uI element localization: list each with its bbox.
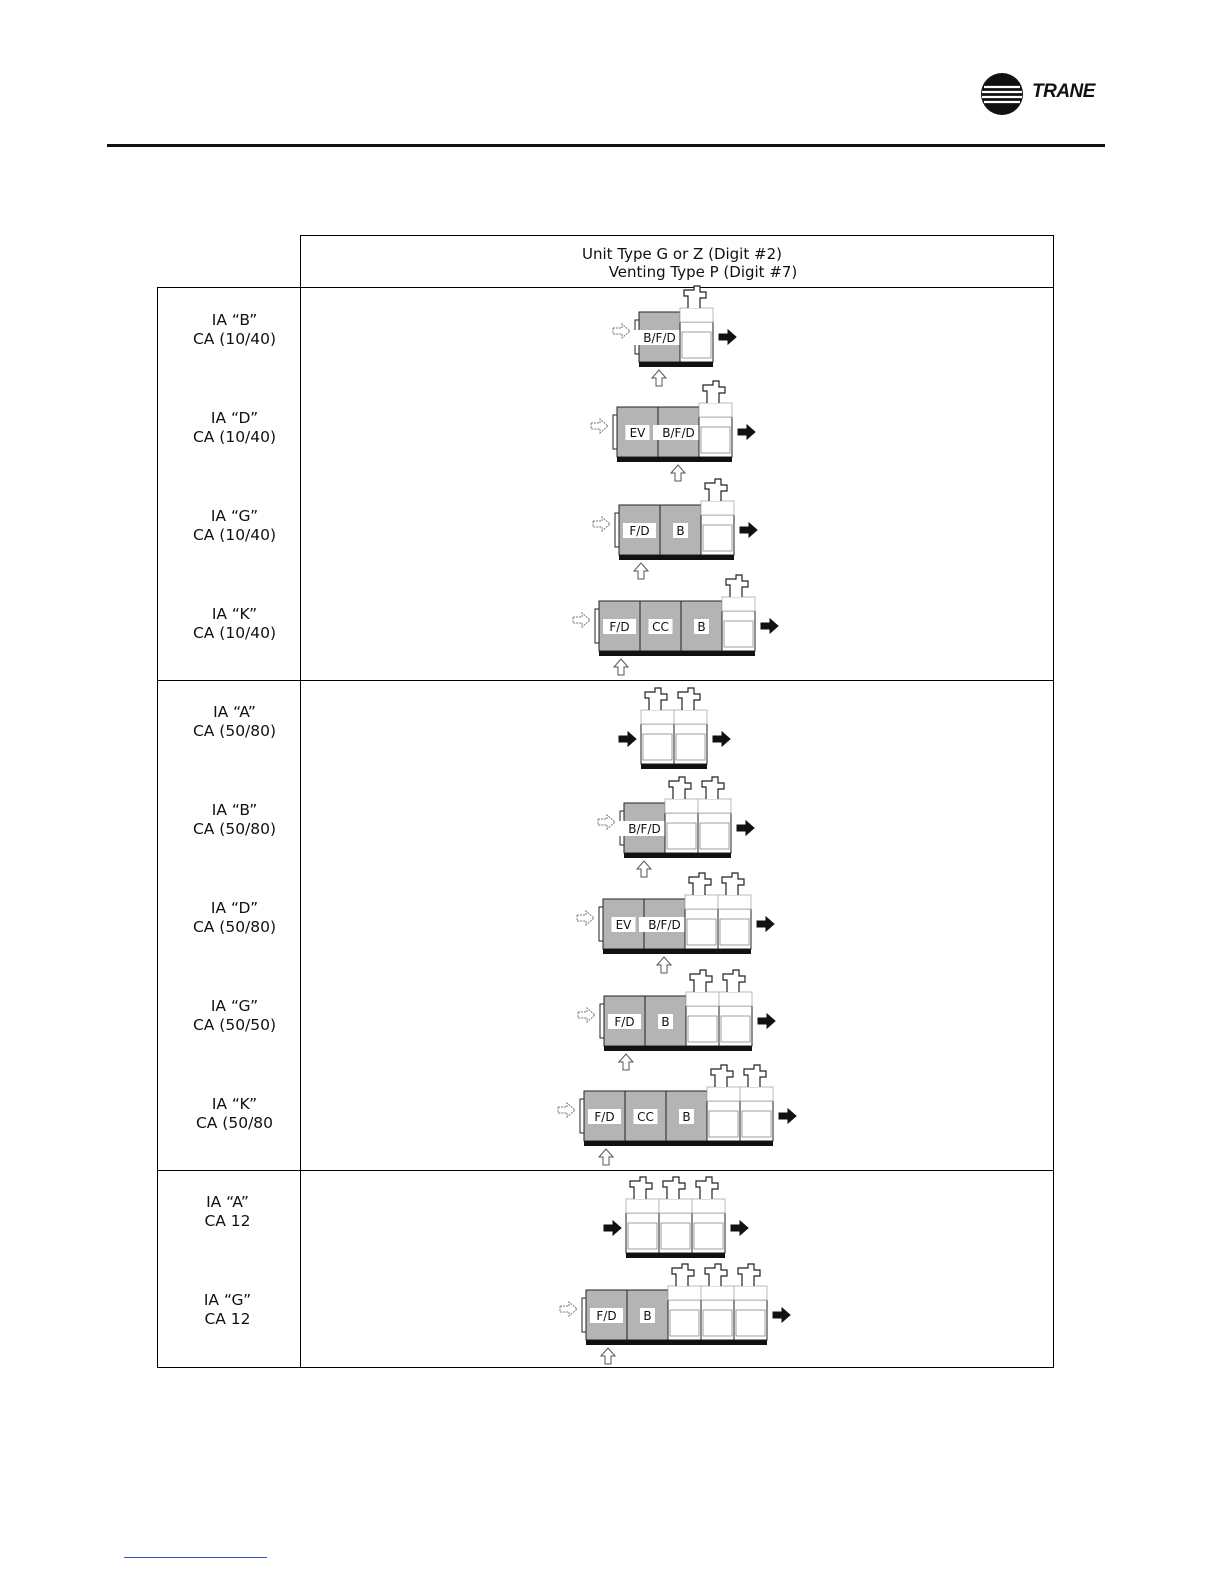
airflow-out-arrow-icon xyxy=(757,917,774,931)
burner-fitting-icon xyxy=(696,1177,718,1199)
heater-inner xyxy=(688,1016,717,1042)
burner-fitting-icon xyxy=(689,873,711,895)
module-label: B xyxy=(643,1309,652,1323)
module-label: F/D xyxy=(629,524,650,538)
base-rail xyxy=(624,853,731,858)
base-rail xyxy=(617,457,732,462)
burner-fitting-icon xyxy=(711,1065,733,1087)
airflow-out-arrow-icon xyxy=(740,523,757,537)
heater-inner xyxy=(721,1016,750,1042)
heater-inner xyxy=(676,734,705,760)
unit-diagram-9 xyxy=(558,1065,796,1165)
row-label: IA “D” CA (50/80) xyxy=(192,899,277,936)
heater-hood xyxy=(719,992,752,1006)
row-label: IA “G” CA 12 xyxy=(203,1291,252,1328)
airflow-in-arrow-icon xyxy=(593,517,610,531)
module-label: B/F/D xyxy=(648,918,681,932)
inlet-flange xyxy=(600,1004,604,1038)
header-venting-type: Venting Type P (Digit #7) xyxy=(608,263,798,281)
airflow-out-arrow-icon xyxy=(738,425,755,439)
brand-name: TRANE xyxy=(1032,81,1095,102)
base-rail xyxy=(639,362,713,367)
burner-fitting-icon xyxy=(669,777,691,799)
airflow-up-arrow-icon xyxy=(614,659,628,675)
heater-hood xyxy=(722,597,755,611)
airflow-in-arrow-icon xyxy=(613,324,630,338)
airflow-out-arrow-icon xyxy=(758,1014,775,1028)
row-label: IA “B” CA (50/80) xyxy=(192,801,277,838)
heater-hood xyxy=(674,710,707,724)
row-label: IA “A” CA (50/80) xyxy=(192,703,277,740)
inlet-flange xyxy=(599,907,603,941)
row-label: IA “B” CA (10/40) xyxy=(192,311,277,348)
module-label: CC xyxy=(637,1110,654,1124)
unit-diagram-6 xyxy=(598,777,754,877)
module-label: B/F/D xyxy=(662,426,695,440)
airflow-in-arrow-icon xyxy=(591,419,608,433)
module-label: F/D xyxy=(614,1015,635,1029)
row-label: IA “G” CA (10/40) xyxy=(192,507,277,544)
burner-fitting-icon xyxy=(678,688,700,710)
burner-fitting-icon xyxy=(723,970,745,992)
heater-inner xyxy=(700,823,729,849)
unit-diagram-7 xyxy=(577,873,774,973)
burner-fitting-icon xyxy=(705,1264,727,1286)
airflow-in-arrow-icon xyxy=(604,1221,621,1235)
base-rail xyxy=(619,555,734,560)
module-label: F/D xyxy=(596,1309,617,1323)
burner-fitting-icon xyxy=(630,1177,652,1199)
heater-hood xyxy=(701,1286,734,1300)
inlet-flange xyxy=(615,513,619,547)
airflow-up-arrow-icon xyxy=(657,957,671,973)
heater-hood xyxy=(680,308,713,322)
module-label: EV xyxy=(629,426,646,440)
airflow-in-arrow-icon xyxy=(619,732,636,746)
base-rail xyxy=(586,1340,767,1345)
unit-diagram-8 xyxy=(578,970,775,1070)
heater-inner xyxy=(724,621,753,647)
burner-fitting-icon xyxy=(702,777,724,799)
base-rail xyxy=(626,1253,725,1258)
heater-hood xyxy=(692,1199,725,1213)
heater-hood xyxy=(707,1087,740,1101)
heater-hood xyxy=(685,895,718,909)
inlet-flange xyxy=(580,1099,584,1133)
airflow-in-arrow-icon xyxy=(598,815,615,829)
airflow-up-arrow-icon xyxy=(637,861,651,877)
heater-inner xyxy=(687,919,716,945)
airflow-up-arrow-icon xyxy=(652,370,666,386)
burner-fitting-icon xyxy=(703,381,725,403)
module-label: F/D xyxy=(609,620,630,634)
airflow-in-arrow-icon xyxy=(578,1008,595,1022)
burner-fitting-icon xyxy=(705,479,727,501)
burner-fitting-icon xyxy=(744,1065,766,1087)
airflow-out-arrow-icon xyxy=(773,1308,790,1322)
heater-hood xyxy=(718,895,751,909)
unit-diagram-5 xyxy=(619,688,730,769)
module-label: B/F/D xyxy=(628,822,661,836)
base-rail xyxy=(604,1046,752,1051)
burner-fitting-icon xyxy=(663,1177,685,1199)
heater-inner xyxy=(682,332,711,358)
footer-link-underline xyxy=(124,1557,267,1558)
heater-hood xyxy=(641,710,674,724)
airflow-up-arrow-icon xyxy=(619,1054,633,1070)
airflow-out-arrow-icon xyxy=(731,1221,748,1235)
burner-fitting-icon xyxy=(738,1264,760,1286)
row-label: IA “K” CA (50/80 xyxy=(195,1095,274,1132)
inlet-flange xyxy=(613,415,617,449)
burner-fitting-icon xyxy=(672,1264,694,1286)
burner-fitting-icon xyxy=(690,970,712,992)
burner-fitting-icon xyxy=(684,286,706,308)
unit-diagram-3 xyxy=(593,479,757,579)
heater-hood xyxy=(740,1087,773,1101)
row-label: IA “K” CA (10/40) xyxy=(192,605,277,642)
heater-inner xyxy=(703,1310,732,1336)
heater-inner xyxy=(701,427,730,453)
heater-hood xyxy=(686,992,719,1006)
heater-inner xyxy=(742,1111,771,1137)
heater-hood xyxy=(734,1286,767,1300)
heater-hood xyxy=(699,403,732,417)
airflow-in-arrow-icon xyxy=(558,1103,575,1117)
airflow-in-arrow-icon xyxy=(573,613,590,627)
heater-inner xyxy=(643,734,672,760)
module-label: CC xyxy=(652,620,669,634)
unit-diagram-1 xyxy=(613,286,736,386)
unit-diagram-2 xyxy=(591,381,755,481)
airflow-up-arrow-icon xyxy=(634,563,648,579)
heater-hood xyxy=(659,1199,692,1213)
header-unit-type: Unit Type G or Z (Digit #2) xyxy=(582,245,782,263)
base-rail xyxy=(584,1141,773,1146)
airflow-up-arrow-icon xyxy=(601,1348,615,1364)
burner-fitting-icon xyxy=(726,575,748,597)
inlet-flange xyxy=(595,609,599,643)
unit-diagram-10 xyxy=(604,1177,748,1258)
airflow-out-arrow-icon xyxy=(713,732,730,746)
heater-inner xyxy=(736,1310,765,1336)
heater-inner xyxy=(667,823,696,849)
burner-fitting-icon xyxy=(645,688,667,710)
airflow-up-arrow-icon xyxy=(599,1149,613,1165)
heater-inner xyxy=(661,1223,690,1249)
airflow-out-arrow-icon xyxy=(761,619,778,633)
burner-fitting-icon xyxy=(722,873,744,895)
heater-hood xyxy=(626,1199,659,1213)
heater-inner xyxy=(628,1223,657,1249)
heater-inner xyxy=(670,1310,699,1336)
row-label: IA “D” CA (10/40) xyxy=(192,409,277,446)
heater-hood xyxy=(701,501,734,515)
row-label: IA “A” CA 12 xyxy=(204,1193,251,1230)
airflow-out-arrow-icon xyxy=(779,1109,796,1123)
heater-inner xyxy=(709,1111,738,1137)
module-label: B/F/D xyxy=(643,331,676,345)
heater-inner xyxy=(694,1223,723,1249)
base-rail xyxy=(599,651,755,656)
airflow-in-arrow-icon xyxy=(577,911,594,925)
heater-inner xyxy=(720,919,749,945)
airflow-out-arrow-icon xyxy=(737,821,754,835)
row-label: IA “G” CA (50/50) xyxy=(192,997,277,1034)
airflow-out-arrow-icon xyxy=(719,330,736,344)
inlet-flange xyxy=(582,1298,586,1332)
heater-inner xyxy=(703,525,732,551)
unit-diagram-11 xyxy=(560,1264,790,1364)
airflow-up-arrow-icon xyxy=(671,465,685,481)
unit-diagram-4 xyxy=(573,575,778,675)
heater-hood xyxy=(668,1286,701,1300)
heater-hood xyxy=(665,799,698,813)
module-label: B xyxy=(682,1110,691,1124)
airflow-in-arrow-icon xyxy=(560,1302,577,1316)
module-label: EV xyxy=(615,918,632,932)
module-label: B xyxy=(697,620,706,634)
base-rail xyxy=(641,764,707,769)
module-label: B xyxy=(676,524,685,538)
base-rail xyxy=(603,949,751,954)
heater-hood xyxy=(698,799,731,813)
module-label: B xyxy=(661,1015,670,1029)
module-label: F/D xyxy=(594,1110,615,1124)
